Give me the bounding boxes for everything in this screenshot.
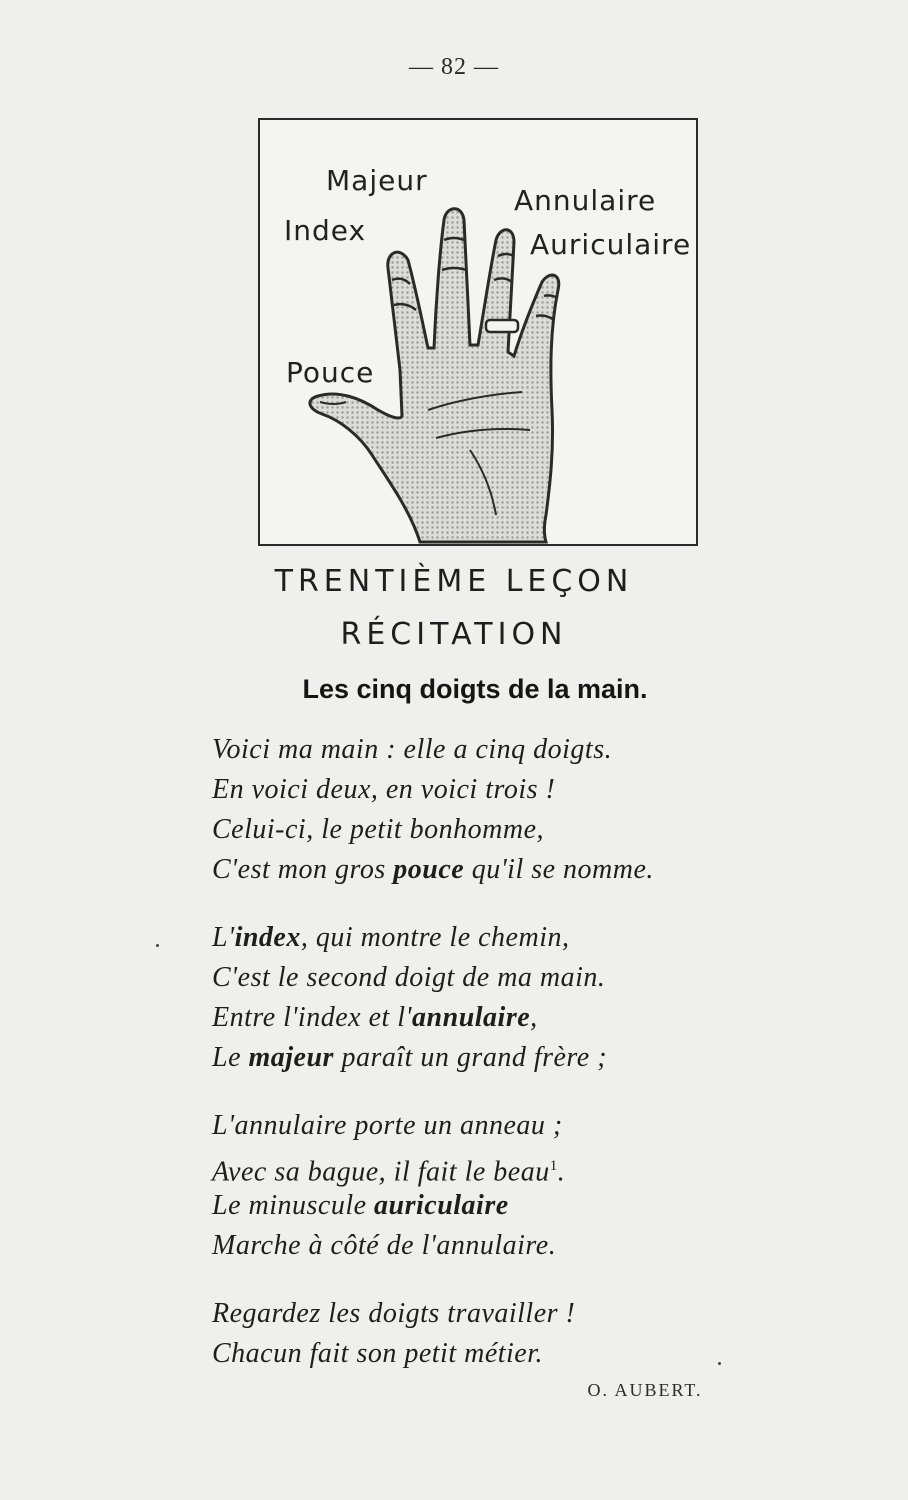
poem-line: Chacun fait son petit métier.	[212, 1338, 544, 1369]
label-majeur: Majeur	[326, 164, 428, 197]
poem-line: Celui-ci, le petit bonhomme,	[212, 814, 545, 845]
poem-line: C'est mon gros pouce qu'il se nomme.	[212, 854, 654, 885]
poem	[212, 730, 812, 1402]
poem-line: Voici ma main : elle a cinq doigts.	[212, 734, 613, 765]
poem-line: Le minuscule auriculaire	[212, 1190, 509, 1221]
label-pouce: Pouce	[286, 356, 375, 389]
stanza-1	[212, 730, 812, 890]
poem-line: Avec sa bague, il fait le beau$^1$.	[212, 1156, 566, 1188]
author: O. AUBERT.	[587, 1380, 703, 1400]
keyword-index: index	[234, 922, 301, 953]
keyword-pouce: pouce	[393, 854, 465, 885]
stanza-3	[212, 1106, 812, 1266]
stanza-4	[212, 1294, 812, 1374]
lesson-title: TRENTIÈME LEÇON	[274, 564, 634, 599]
stray-mark	[156, 944, 159, 947]
poem-line: C'est le second doigt de ma main.	[212, 962, 606, 993]
poem-line: Regardez les doigts travailler !	[212, 1298, 576, 1329]
keyword-annulaire: annulaire	[412, 1002, 531, 1033]
hand-illustration	[258, 118, 698, 546]
label-annulaire: Annulaire	[514, 184, 657, 217]
footnote-marker: 1	[549, 1158, 558, 1174]
poem-line: En voici deux, en voici trois !	[212, 774, 556, 805]
page-number: — 82 —	[409, 54, 499, 80]
section-title: RÉCITATION	[340, 617, 568, 652]
keyword-auriculaire: auriculaire	[374, 1190, 509, 1221]
keyword-majeur: majeur	[248, 1042, 334, 1073]
label-index: Index	[284, 214, 367, 247]
poem-line: Marche à côté de l'annulaire.	[212, 1230, 557, 1261]
poem-line: L'annulaire porte un anneau ;	[212, 1110, 563, 1141]
label-auriculaire: Auriculaire	[530, 228, 692, 261]
stanza-2	[212, 918, 812, 1078]
poem-line: Le majeur paraît un grand frère ;	[212, 1042, 608, 1073]
stray-mark	[718, 1362, 721, 1365]
poem-line: Entre l'index et l'annulaire,	[212, 1002, 538, 1033]
poem-title: Les cinq doigts de la main.	[302, 674, 648, 704]
poem-line: L'index, qui montre le chemin,	[212, 922, 570, 953]
